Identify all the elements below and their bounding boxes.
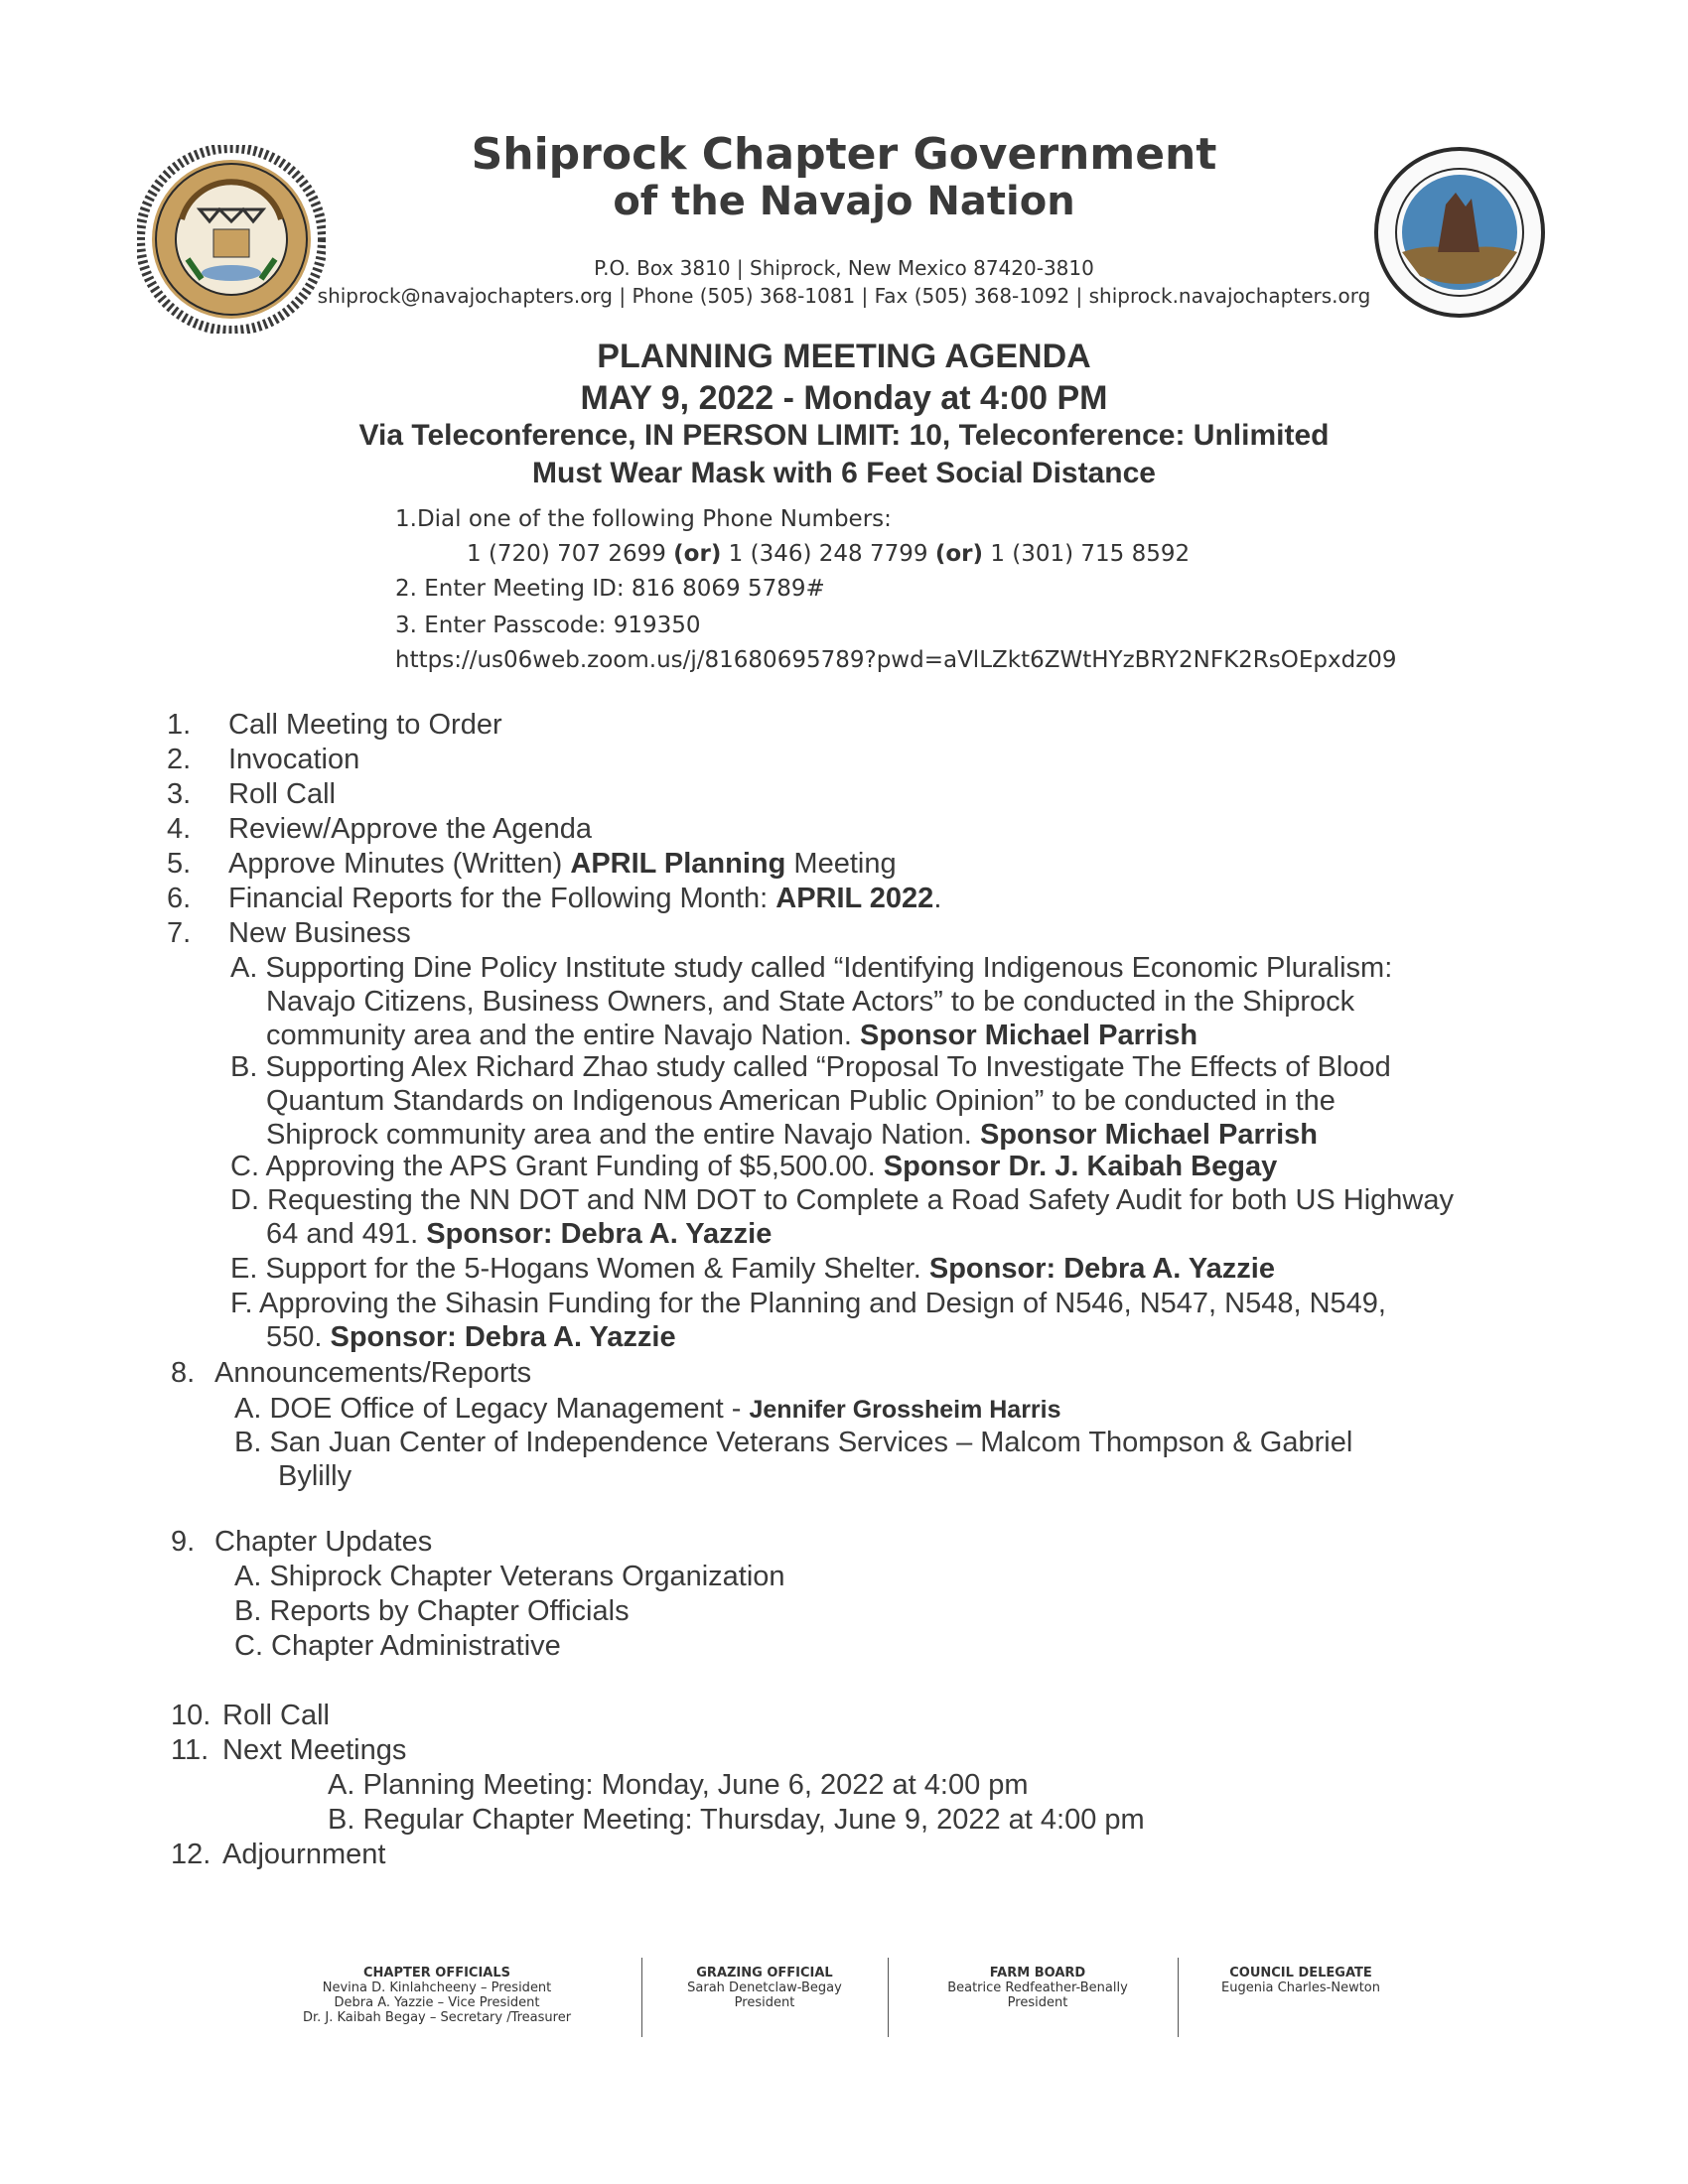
- officials-footer: [278, 1966, 1410, 2045]
- agenda-item: [228, 847, 897, 882]
- agenda-item: Chapter Updates: [214, 1526, 433, 1558]
- sub-item-line: B. San Juan Center of Independence Veterans Services – Malcom Thompson & Gabriel: [234, 1427, 1353, 1458]
- footer-divider: [641, 1958, 642, 2037]
- sponsor: Sponsor: Debra A. Yazzie: [330, 1321, 676, 1353]
- item-text: community area and the entire Navajo Nation.: [266, 1020, 861, 1051]
- sub-item: [230, 1183, 1521, 1251]
- agenda-title: PLANNING MEETING AGENDA: [597, 338, 1091, 375]
- sponsor: Sponsor: Debra A. Yazzie: [426, 1218, 773, 1250]
- mask-notice: Must Wear Mask with 6 Feet Social Distance: [532, 457, 1156, 489]
- footer-line: Sarah Denetclaw-Begay: [687, 1980, 842, 1995]
- agenda-item: Call Meeting to Order: [228, 709, 502, 741]
- mailing-address: P.O. Box 3810 | Shiprock, New Mexico 87420-3810: [594, 256, 1094, 280]
- agenda-item: Next Meetings: [222, 1734, 407, 1766]
- sponsor: Jennifer Grossheim Harris: [749, 1396, 1061, 1424]
- sub-item: C. Chapter Administrative: [234, 1630, 561, 1662]
- footer-grazing-official: [665, 1966, 864, 2010]
- sub-item-line: Bylilly: [278, 1460, 352, 1492]
- item-number: 7.: [167, 917, 192, 949]
- item-emphasis: APRIL 2022: [775, 883, 934, 914]
- footer-heading: GRAZING OFFICIAL: [696, 1966, 833, 1980]
- sub-item: [230, 1150, 1521, 1183]
- footer-line: Beatrice Redfeather-Benally: [947, 1980, 1128, 1995]
- item-text: A. DOE Office of Legacy Management -: [234, 1393, 750, 1425]
- agenda-item: Announcements/Reports: [214, 1357, 532, 1389]
- sub-item: A. Shiprock Chapter Veterans Organization: [234, 1561, 785, 1592]
- meeting-date: MAY 9, 2022 - Monday at 4:00 PM: [580, 379, 1108, 417]
- agenda-item: Adjournment: [222, 1839, 386, 1870]
- footer-line: Dr. J. Kaibah Begay – Secretary /Treasurer: [302, 2010, 572, 2025]
- item-text: Shiprock community area and the entire Navajo Nation.: [266, 1119, 980, 1151]
- item-text: Approve Minutes (Written): [228, 848, 571, 880]
- item-text: Financial Reports for the Following Month:: [228, 883, 776, 914]
- agenda-item: Roll Call: [222, 1700, 330, 1731]
- meeting-mode: Via Teleconference, IN PERSON LIMIT: 10, Teleconference: Unlimited: [358, 419, 1330, 452]
- footer-council-delegate: [1201, 1966, 1400, 1995]
- organization-subtitle: of the Navajo Nation: [613, 179, 1075, 224]
- sponsor: Sponsor Michael Parrish: [860, 1020, 1198, 1051]
- sub-item: B. Regular Chapter Meeting: Thursday, June 9, 2022 at 4:00 pm: [328, 1804, 1145, 1836]
- phone-1: 1 (720) 707 2699: [467, 541, 666, 567]
- item-number: 9.: [171, 1526, 196, 1558]
- agenda-item: Financial Reports for the Following Month: APRIL 2022.: [228, 883, 942, 914]
- sub-item-line: [230, 1217, 1521, 1251]
- item-number: 10.: [171, 1700, 211, 1731]
- footer-line: Eugenia Charles-Newton: [1221, 1980, 1380, 1995]
- or-2: (or): [934, 541, 983, 567]
- item-emphasis: APRIL Planning: [570, 848, 786, 880]
- phone-2: 1 (346) 248 7799: [728, 541, 928, 567]
- footer-heading: CHAPTER OFFICIALS: [362, 1966, 511, 1980]
- footer-divider: [888, 1958, 889, 2037]
- sub-item-line: [230, 1118, 1521, 1152]
- item-text: C. Approving the APS Grant Funding of $5,500.00.: [230, 1151, 884, 1182]
- phone-numbers: [467, 541, 1190, 567]
- sub-item: [234, 1426, 1525, 1493]
- organization-name: Shiprock Chapter Government: [471, 129, 1217, 180]
- item-number: 4.: [167, 813, 192, 845]
- shiprock-chapter-seal-icon: [1370, 143, 1549, 322]
- footer-heading: COUNCIL DELEGATE: [1229, 1966, 1372, 1980]
- footer-line: President: [1007, 1995, 1068, 2010]
- footer-line: Debra A. Yazzie – Vice President: [334, 1995, 540, 2010]
- sponsor: Sponsor: Debra A. Yazzie: [928, 1253, 1275, 1285]
- phone-3: 1 (301) 715 8592: [990, 541, 1191, 567]
- dial-step-1: 1.Dial one of the following Phone Numbers:: [395, 506, 892, 532]
- sub-item: [230, 1287, 1521, 1354]
- sub-item-line: B. Supporting Alex Richard Zhao study called “Proposal To Investigate The Effects of Blood: [230, 1051, 1391, 1083]
- item-number: 12.: [171, 1839, 211, 1870]
- footer-line: Nevina D. Kinlahcheeny – President: [322, 1980, 552, 1995]
- sub-item-line: Navajo Citizens, Business Owners, and State Actors” to be conducted in the Shiprock: [266, 986, 1355, 1018]
- or-1: (or): [673, 541, 722, 567]
- item-number: 5.: [167, 848, 192, 880]
- agenda-item: Review/Approve the Agenda: [228, 813, 592, 845]
- contact-line: shiprock@navajochapters.org | Phone (505) 368-1081 | Fax (505) 368-1092 | shiprock.navajochapters.org: [317, 284, 1371, 308]
- sub-item: [230, 951, 1521, 1052]
- sub-item-line: [230, 1019, 1521, 1052]
- item-number: 2.: [167, 744, 192, 775]
- footer-divider: [1178, 1958, 1179, 2037]
- sub-item: [230, 1050, 1521, 1152]
- item-number: 3.: [167, 778, 192, 810]
- sub-item-line: F. Approving the Sihasin Funding for the Planning and Design of N546, N547, N548, N549,: [230, 1288, 1386, 1319]
- item-number: 1.: [167, 709, 192, 741]
- item-text: 64 and 491.: [266, 1218, 427, 1250]
- sponsor: Sponsor Dr. J. Kaibah Begay: [883, 1151, 1278, 1182]
- sub-item-line: D. Requesting the NN DOT and NM DOT to Complete a Road Safety Audit for both US Highway: [230, 1184, 1455, 1216]
- sub-item-line: Quantum Standards on Indigenous American Public Opinion” to be conducted in the: [266, 1085, 1336, 1117]
- sub-item: B. Reports by Chapter Officials: [234, 1595, 630, 1627]
- item-text: 550.: [266, 1321, 331, 1353]
- item-text: Meeting: [785, 848, 897, 880]
- footer-heading: FARM BOARD: [989, 1966, 1086, 1980]
- dial-step-2: 2. Enter Meeting ID: 816 8069 5789#: [395, 576, 825, 602]
- item-number: 11.: [171, 1734, 210, 1766]
- sub-item: [230, 1252, 1521, 1286]
- zoom-link[interactable]: https://us06web.zoom.us/j/81680695789?pwd=aVlLZkt6ZWtHYzBRY2NFK2RsOEpxdz09: [395, 647, 1397, 673]
- agenda-item: New Business: [228, 917, 411, 949]
- footer-line: President: [734, 1995, 795, 2010]
- dial-step-3: 3. Enter Passcode: 919350: [395, 613, 701, 638]
- sub-item-line: [230, 1320, 1521, 1354]
- item-number: 8.: [171, 1357, 196, 1389]
- footer-chapter-officials: [278, 1966, 596, 2025]
- sub-item: A. Planning Meeting: Monday, June 6, 2022 at 4:00 pm: [328, 1769, 1029, 1801]
- sub-item: [234, 1392, 1525, 1427]
- footer-farm-board: [914, 1966, 1162, 2010]
- sponsor: Sponsor Michael Parrish: [979, 1119, 1318, 1151]
- agenda-item: Roll Call: [228, 778, 336, 810]
- item-number: 6.: [167, 883, 192, 914]
- agenda-item: Invocation: [228, 744, 360, 775]
- sub-item-line: A. Supporting Dine Policy Institute study called “Identifying Indigenous Economic Pluralism:: [230, 952, 1393, 984]
- item-text: E. Support for the 5-Hogans Women & Family Shelter.: [230, 1253, 929, 1285]
